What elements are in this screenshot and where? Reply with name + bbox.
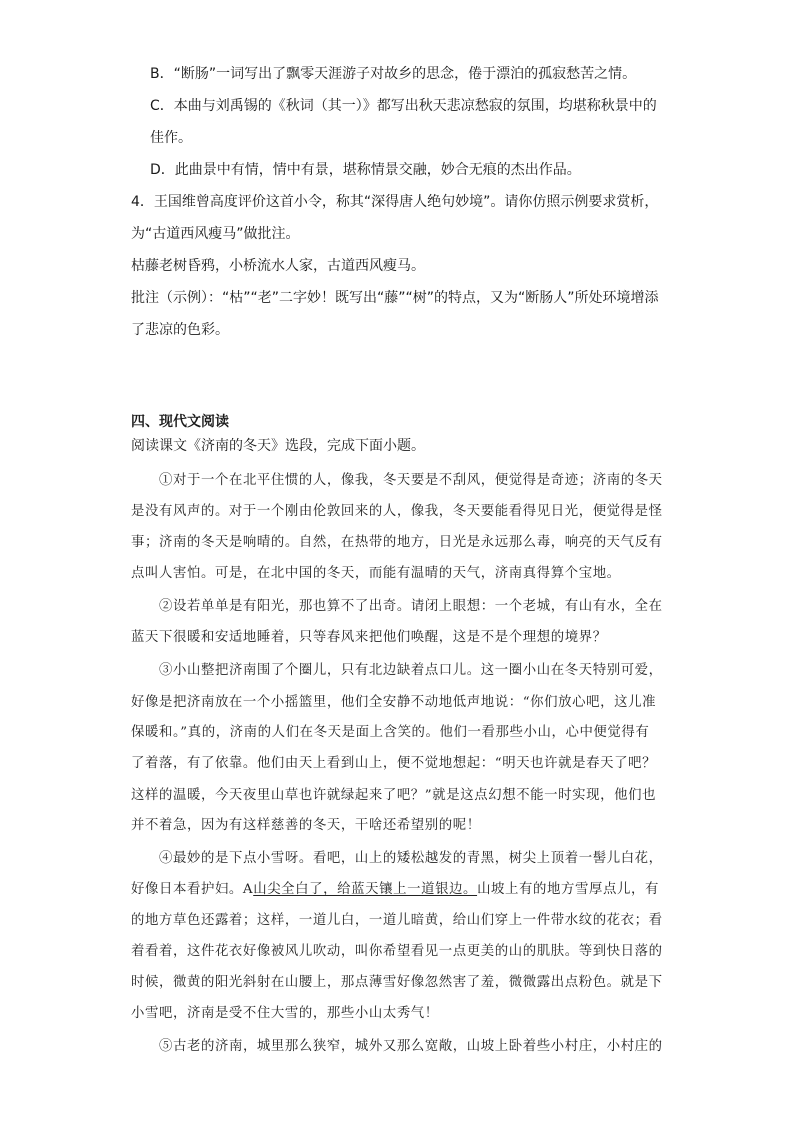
underlined-sentence-a: 山尖全白了，给蓝天镶上一道银边。	[253, 882, 478, 897]
passage-line: 保暖和。”真的，济南的人们在冬天是面上含笑的。他们一看那些小山，心中便觉得有	[131, 725, 650, 740]
poem-line: 枯藤老树昏鸦，小桥流水人家，古道西风瘦马。	[131, 258, 425, 274]
option-c-line2: 佳作。	[150, 130, 192, 146]
passage-text: 山坡上有的地方雪厚点儿，有	[477, 882, 659, 897]
passage-line: 事；济南的冬天是响晴的。自然，在热带的地方，日光是永远那么毒，响亮的天气反有	[131, 535, 663, 550]
passage-line: 蓝天下很暖和安适地睡着，只等春风来把他们唤醒，这是不是个理想的境界？	[131, 630, 607, 645]
passage-line: ⑤古老的济南，城里那么狭窄，城外又那么宽敞，山坡上卧着些小村庄，小村庄的	[159, 1039, 663, 1054]
passage-line: 了着落，有了依靠。他们由天上看到山上，便不觉地想起：“明天也许就是春天了吧？	[131, 756, 657, 771]
passage-text: 好像日本看护妇。A	[131, 882, 254, 897]
passage-line: 好像是把济南放在一个小摇篮里，他们全安静不动地低声地说：“你们放心吧，这儿准	[131, 695, 657, 710]
option-c-line1: C．本曲与刘禹锡的《秋词（其一）》都写出秋天悲凉愁寂的氛围，均堪称秋景中的	[150, 98, 657, 114]
question-4-line1: 4．王国维曾高度评价这首小令，称其“深得唐人绝句妙境”。请你仿照示例要求赏析，	[131, 194, 659, 210]
annotation-example-line2: 了悲凉的色彩。	[131, 322, 229, 338]
passage-line-with-underline	[131, 880, 659, 900]
question-4-line2: 为“古道西风瘦马”做批注。	[131, 226, 300, 242]
passage-line: ③小山整把济南围了个圈儿，只有北边缺着点口儿。这一圈小山在冬天特别可爱，	[159, 663, 663, 678]
passage-line: 时候，微黄的阳光斜射在山腰上，那点薄雪好像忽然害了羞，微微露出点粉色。就是下	[131, 975, 663, 990]
passage-line: 点叫人害怕。可是，在北中国的冬天，而能有温晴的天气，济南真得算个宝地。	[131, 566, 621, 581]
section-title: 四、现代文阅读	[131, 414, 229, 430]
passage-line: 的地方草色还露着；这样，一道儿白，一道儿暗黄，给山们穿上一件带水纹的花衣；看	[131, 913, 663, 928]
passage-line: ①对于一个在北平住惯的人，像我，冬天要是不刮风，便觉得是奇迹；济南的冬天	[159, 473, 663, 488]
passage-line: 小雪吧，济南是受不住大雪的，那些小山太秀气！	[131, 1006, 439, 1021]
passage-line: ②设若单单是有阳光，那也算不了出奇。请闭上眼想：一个老城，有山有水，全在	[159, 599, 663, 614]
passage-line: 并不着急，因为有这样慈善的冬天，干啥还希望别的呢！	[131, 818, 481, 833]
passage-line: 这样的温暖，今天夜里山草也许就绿起来了吧？”就是这点幻想不能一时实现，他们也	[131, 788, 657, 803]
passage-line: 是没有风声的。对于一个刚由伦敦回来的人，像我，冬天要能看得见日光，便觉得是怪	[131, 504, 663, 519]
option-d: D．此曲景中有情，情中有景，堪称情景交融，妙合无痕的杰出作品。	[150, 162, 581, 178]
passage-line: 着看着，这件花衣好像被风儿吹动，叫你希望看见一点更美的山的肌肤。等到快日落的	[131, 944, 663, 959]
annotation-example-line1: 批注（示例）：“枯”“老”二字妙！既写出“藤”“树”的特点，又为“断肠人”所处环境增添	[131, 290, 659, 306]
passage-line: ④最妙的是下点小雪呀。看吧，山上的矮松越发的青黑，树尖上顶着一髻儿白花，	[159, 851, 663, 866]
option-b: B．“断肠”一词写出了飘零天涯游子对故乡的思念，倦于漂泊的孤寂愁苦之情。	[150, 66, 637, 82]
section-intro: 阅读课文《济南的冬天》选段，完成下面小题。	[131, 438, 425, 454]
